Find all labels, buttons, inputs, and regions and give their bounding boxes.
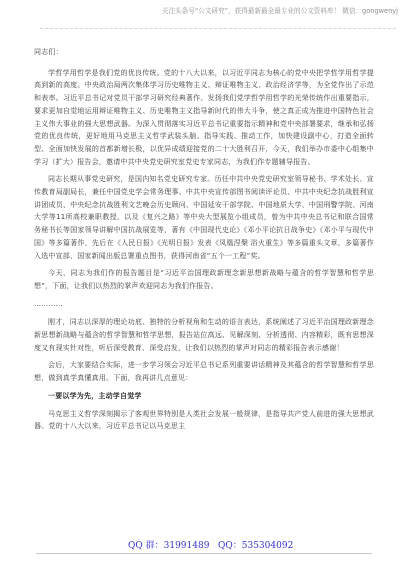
page-footer bbox=[0, 536, 408, 556]
paragraph-report-topic: 今天，同志为我们作的报告题目是“习近平治国理政新理念新思想新战略与蕴含的哲学智慧和哲学思想”，下面，让我们以热烈的掌声欢迎同志为我们作报告。 bbox=[34, 269, 374, 290]
ellipsis-separator: ………… bbox=[34, 299, 63, 308]
header-promo-text: 关注头条号“公文研究”，获得最新最全最专业的公文资料库！ 微信：gongwenyj bbox=[161, 7, 398, 15]
paragraph-speaker-bio: 同志长期从事党史研究，是国内知名党史研究专家。历任中共中央党史研究室领导秘书、学术处长、宣传教育局副局长，兼任中国党史学会常务理事、中共中央宣传部图书阅读评论员、中共中央纪念抗战胜利宣讲团成员、中央纪念抗战胜利文艺晚会历史顾问、中国延安干部学院、中国地质大学、中国刑警学院、河南大学等11所高校兼职教授，以及《复兴之路》等中央大型展览小组成员，曾为中共中央总书记和联合国常务秘书长等国家领导讲解中国抗战展览等，著有《中国现代史论》《邓小平论抗日战争史》《邓小平与现代中国》等多篇著作，先后在《人民日报》《光明日报》发表《凤凰涅槃 浴火重生》等多篇重头文章，多篇著作入选中宣部、国家新闻出版总署重点图书，获得河南省“五个一工程”奖。 bbox=[34, 175, 374, 260]
document-body bbox=[34, 46, 374, 438]
paragraph-transition: 会后，大家要结合实际，进一步学习领会习近平总书记系列重要讲话精神及其蕴含的哲学智慧和哲学思想，做到真学真懂真用。下面，我再讲几点意见： bbox=[34, 361, 374, 383]
paragraph-intro: 学哲学用哲学是我们党的优良传统。党的十八大以来，以习近平同志为核心的党中央把学哲学用哲学提高到新的高度。中央政治局两次集体学习历史唯物主义、辩证唯物主义、政治经济学等，为全党作出了示范和表率。习近平总书记对党员干部学习研究经典著作、发扬我们党学哲学用哲学的光荣传统作出重要指示，要求更加自觉地运用辩证唯物主义、历史唯物主义指导新时代的伟大斗争，使之真正成为推进中国特色社会主义伟大事业的强大思想武器。为深入贯彻落实习近平总书记重要指示精神和党中央部署要求，继承和弘扬党的优良传统，更好地用马克思主义哲学武装头脑、指导实践、推动工作，加快建设副中心，打造全面转型、全面加快发展的首都新增长极，以优异成绩迎接党的二十大胜利召开，今天，我们举办市委中心组集中学习（扩大）报告会，邀请中共中央党史研究室党史专家同志，为我们作专题辅导报告。 bbox=[34, 68, 374, 166]
footer-divider bbox=[36, 553, 372, 554]
salutation: 同志们： bbox=[34, 48, 63, 56]
footer-qq-contact: QQ：535304092 bbox=[218, 541, 294, 551]
header-divider bbox=[40, 28, 396, 29]
footer-qq-group: QQ 群：31991489 bbox=[128, 541, 210, 551]
paragraph-summary: 刚才，同志以深厚的理论功底、独特的分析视角和生动的语言表达，系统阐述了习近平治国理政新理念新思想新战略与蕴含的哲学智慧和哲学思想，报告站位高远、见解深刻、分析透彻、内容精彩，既有思想深度又有现实针对性，听后深受教育、深受启发，让我们以热烈的掌声对同志的精彩报告表示感谢！ bbox=[34, 318, 374, 352]
section-heading: 一要以学为先，主动学自觉学 bbox=[48, 391, 142, 400]
paragraph-section-body: 马克思主义哲学深刻揭示了客观世界特别是人类社会发展一般规律，是指导共产党人前进的强大思想武器。党的十八大以来，习近平总书记以马克思主 bbox=[34, 409, 374, 431]
page-header bbox=[0, 0, 408, 34]
